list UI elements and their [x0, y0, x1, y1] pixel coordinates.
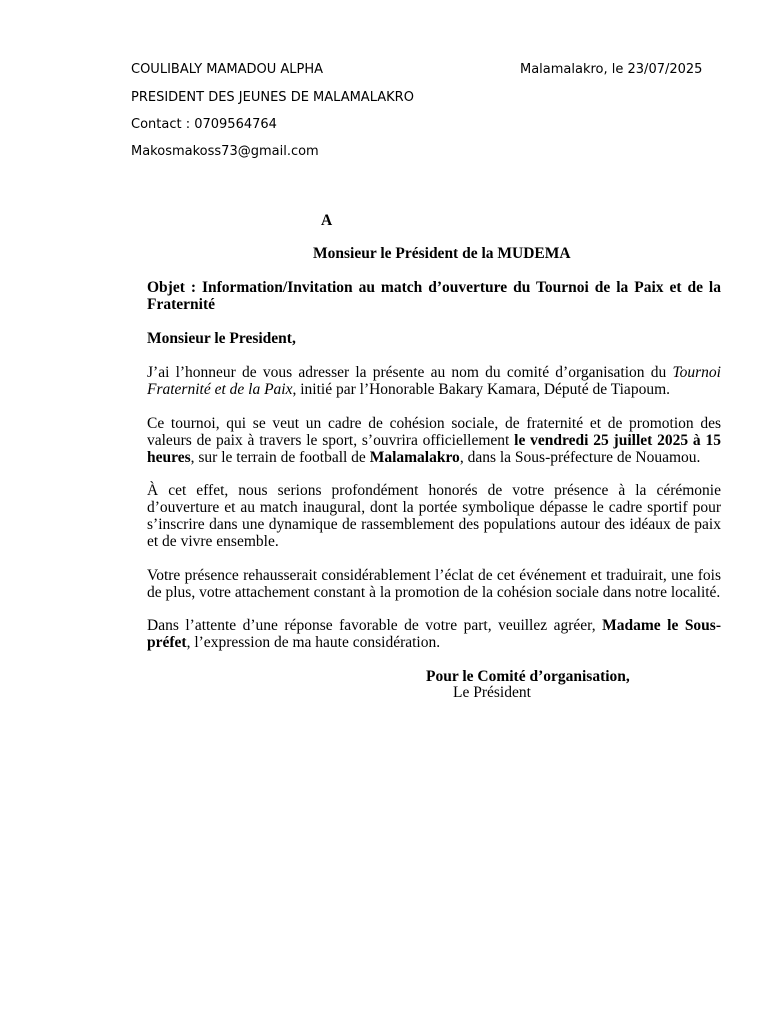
p5-text-1: Dans l’attente d’une réponse favorable de votre part, veuillez agréer, [147, 617, 603, 634]
sender-email: Makosmakoss73@gmail.com [131, 144, 319, 159]
p5-text-2: , l’expression de ma haute considération. [186, 634, 441, 651]
subject-line: Objet : Information/Invitation au match d’ouverture du Tournoi de la Paix et de la Fraternité [147, 279, 721, 313]
p1-tournament-name: Tournoi Fraternité et de la Paix [147, 364, 721, 398]
place-date: Malamalakro, le 23/07/2025 [520, 62, 703, 77]
p1-text-2: , initié par l’Honorable Bakary Kamara, Député de Tiapoum. [292, 381, 670, 398]
recipient-prefix: A [321, 212, 333, 229]
paragraph-event-details [147, 415, 721, 466]
paragraph-closing [147, 617, 721, 651]
p5-addressee: Madame le Sous-préfet [147, 617, 721, 651]
salutation: Monsieur le President, [147, 330, 296, 347]
recipient-name: Monsieur le Président de la MUDEMA [313, 245, 571, 262]
paragraph-intro [147, 364, 721, 398]
p2-text-1: Ce tournoi, qui se veut un cadre de cohésion sociale, de fraternité et de promotion des valeurs de paix à travers le sport, s’ouvrira officiellement [147, 415, 721, 449]
p2-text-3: , dans la Sous-préfecture de Nouamou. [459, 449, 701, 466]
paragraph-presence: Votre présence rehausserait considérablement l’éclat de cet événement et traduirait, une fois de plus, votre attachement constant à la promotion de la cohésion sociale dans notre localité. [147, 567, 721, 601]
sender-contact: Contact : 0709564764 [131, 117, 277, 132]
p1-text-1: J’ai l’honneur de vous adresser la présente au nom du comité d’organisation du [147, 364, 673, 381]
sender-title: PRESIDENT DES JEUNES DE MALAMALAKRO [131, 90, 414, 105]
paragraph-invitation: À cet effet, nous serions profondément honorés de votre présence à la cérémonie d’ouverture et au match inaugural, dont la portée symbolique dépasse le cadre sportif pour s’inscrire dans une dynamique de rassemblement des populations autour des idéaux de paix et de vivre ensemble. [147, 482, 721, 550]
p2-date-time: le vendredi 25 juillet 2025 à 15 heures [147, 432, 721, 466]
sender-name: COULIBALY MAMADOU ALPHA [131, 62, 324, 77]
signature-role: Le Président [453, 684, 531, 701]
p2-text-2: , sur le terrain de football de [190, 449, 370, 466]
signature-committee: Pour le Comité d’organisation, [426, 668, 630, 685]
p2-location: Malamalakro [369, 449, 460, 466]
